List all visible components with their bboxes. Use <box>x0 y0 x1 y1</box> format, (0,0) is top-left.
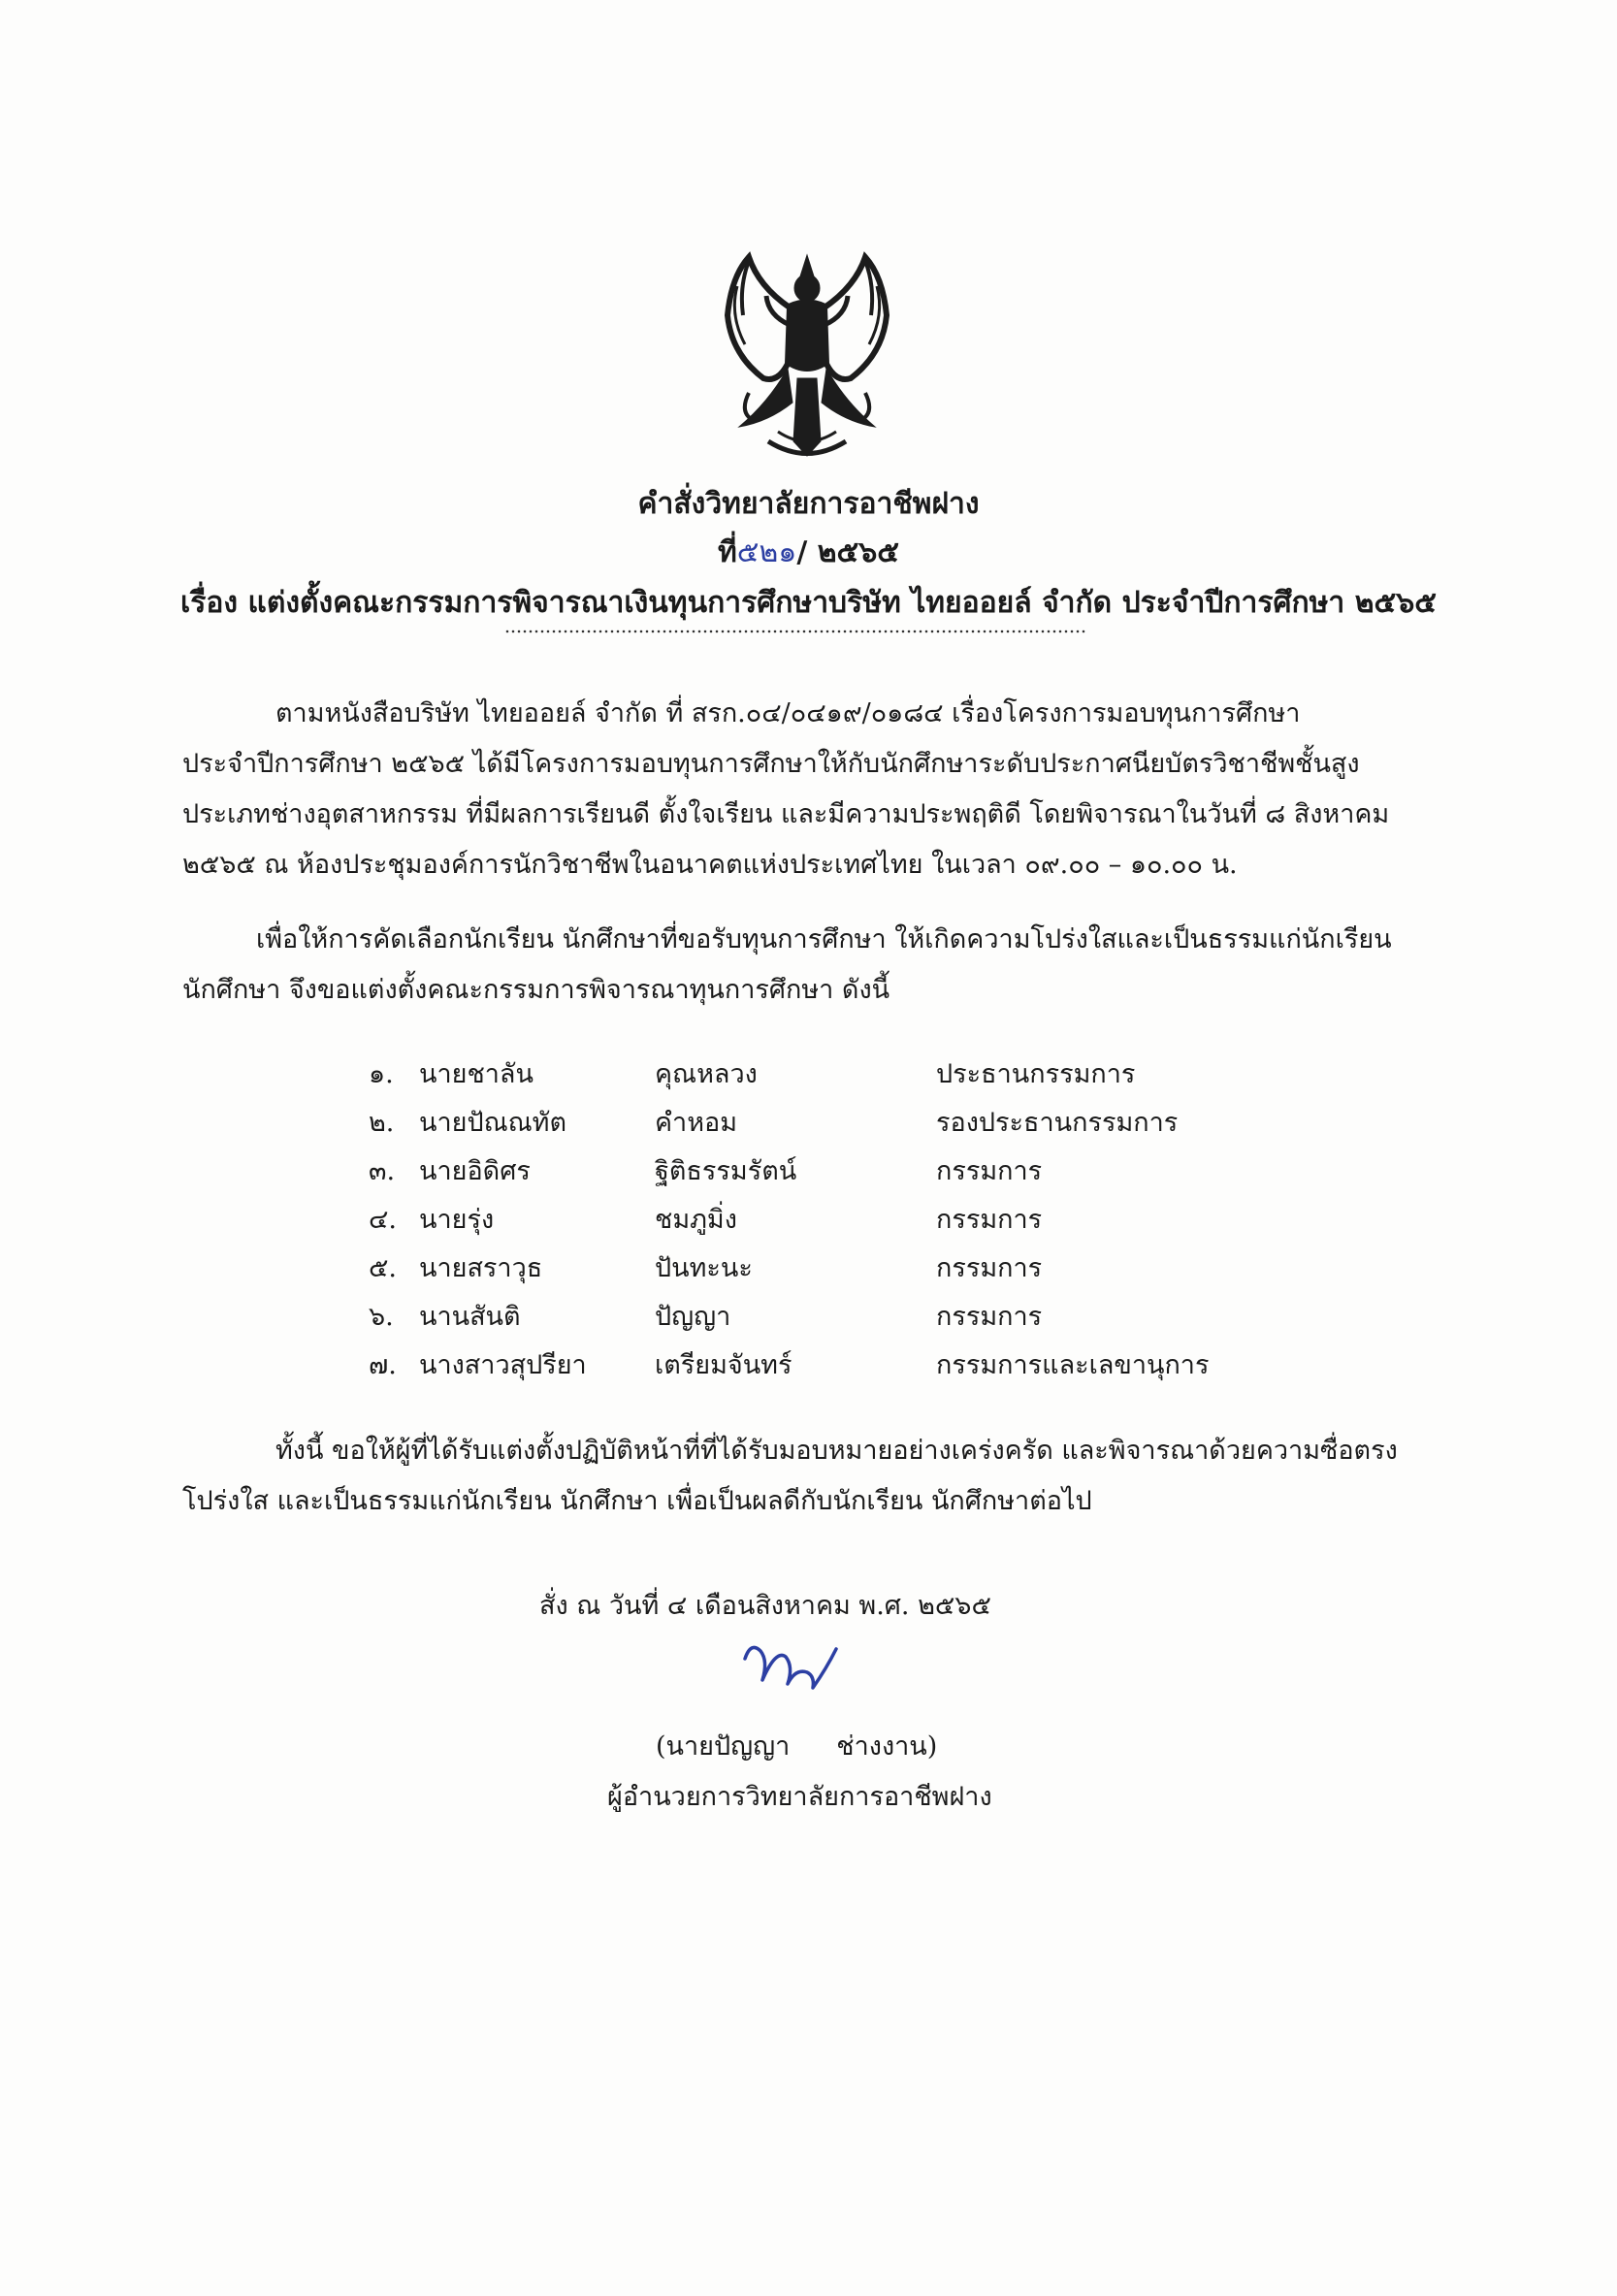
order-date: สั่ง ณ วันที่ ๔ เดือนสิงหาคม พ.ศ. ๒๕๖๕ <box>539 1591 991 1621</box>
member-number: ๓. <box>369 1156 396 1186</box>
order-subject: เรื่อง แต่งตั้งคณะกรรมการพิจารณาเงินทุนการศึกษาบริษัท ไทยออยล์ จำกัด ประจำปีการศึกษา ๒๕๖๕ <box>180 586 1437 620</box>
handwritten-signature-icon <box>737 1630 844 1698</box>
member-surname: ฐิติธรรมรัตน์ <box>655 1156 797 1186</box>
paragraph-line: นักศึกษา จึงขอแต่งตั้งคณะกรรมการพิจารณาทุนการศึกษา ดังนี้ <box>182 975 890 1005</box>
member-name: นายชาลัน <box>419 1059 534 1089</box>
garuda-emblem-icon <box>710 247 904 466</box>
member-surname: คำหอม <box>655 1108 738 1138</box>
member-number: ๕. <box>369 1253 398 1283</box>
signer-position: ผู้อำนวยการวิทยาลัยการอาชีพฝาง <box>607 1782 992 1812</box>
paragraph-reference <box>182 689 1407 890</box>
member-surname: ปันทะนะ <box>655 1253 753 1283</box>
member-role: ประธานกรรมการ <box>936 1059 1136 1089</box>
paragraph-instruction <box>182 1426 1407 1527</box>
member-number: ๗. <box>369 1350 397 1380</box>
member-name: นางสาวสุปรียา <box>419 1350 587 1380</box>
signer-name <box>656 1725 937 1766</box>
paragraph-line: โปร่งใส และเป็นธรรมแก่นักเรียน นักศึกษา เพื่อเป็นผลดีกับนักเรียน นักศึกษาต่อไป <box>182 1486 1092 1516</box>
member-name: นายปัณณทัต <box>419 1108 567 1138</box>
order-number-prefix: ที่ <box>718 535 737 569</box>
member-role: กรรมการ <box>936 1156 1043 1186</box>
signer-last-name: ช่างงาน) <box>836 1731 938 1762</box>
order-number-suffix: / ๒๕๖๕ <box>796 535 899 569</box>
member-name: นานสันติ <box>419 1302 521 1332</box>
member-name: นายสราวุธ <box>419 1253 543 1283</box>
member-number: ๔. <box>369 1205 398 1235</box>
paragraph-line: เพื่อให้การคัดเลือกนักเรียน นักศึกษาที่ขอรับทุนการศึกษา ให้เกิดความโปร่งใสและเป็นธรรมแก่นักเรียน <box>256 924 1392 954</box>
member-role: กรรมการ <box>936 1253 1043 1283</box>
member-role: กรรมการ <box>936 1302 1043 1332</box>
member-number: ๖. <box>369 1302 394 1332</box>
member-number: ๑. <box>369 1059 394 1089</box>
order-title: คำสั่งวิทยาลัยการอาชีพฝาง <box>637 487 980 521</box>
paragraph-line: ทั้งนี้ ขอให้ผู้ที่ได้รับแต่งตั้งปฏิบัติหน้าที่ที่ได้รับมอบหมายอย่างเคร่งครัด และพิจารณาด้วยความซื่อตรง <box>275 1436 1398 1466</box>
member-role: รองประธานกรรมการ <box>936 1108 1179 1138</box>
member-surname: คุณหลวง <box>655 1059 758 1089</box>
paragraph-purpose <box>182 915 1407 1016</box>
paragraph-line: ประเภทช่างอุตสาหกรรม ที่มีผลการเรียนดี ตั้งใจเรียน และมีความประพฤติดี โดยพิจารณาในวันที่ ๘ สิงหาคม <box>182 799 1390 829</box>
member-surname: ปัญญา <box>655 1302 731 1332</box>
member-name: นายรุ่ง <box>419 1205 495 1235</box>
paragraph-line: ๒๕๖๕ ณ ห้องประชุมองค์การนักวิชาชีพในอนาคตแห่งประเทศไทย ในเวลา ๐๙.๐๐ – ๑๐.๐๐ น. <box>182 850 1238 880</box>
order-number-handwritten: ๕๒๑ <box>736 535 797 569</box>
member-name: นายอิดิศร <box>419 1156 531 1186</box>
dotted-divider <box>504 629 1086 634</box>
paragraph-line: ประจำปีการศึกษา ๒๕๖๕ ได้มีโครงการมอบทุนการศึกษาให้กับนักศึกษาระดับประกาศนียบัตรวิชาชีพชั้นสูง <box>182 749 1360 779</box>
order-number <box>0 530 1617 575</box>
member-role: กรรมการ <box>936 1205 1043 1235</box>
member-number: ๒. <box>369 1108 395 1138</box>
member-surname: ชมภูมิ่ง <box>655 1205 737 1235</box>
paragraph-line: ตามหนังสือบริษัท ไทยออยล์ จำกัด ที่ สรก.๐๔/๐๔๑๙/๐๑๘๔ เรื่องโครงการมอบทุนการศึกษา <box>275 698 1301 728</box>
signer-first-name: (นายปัญญา <box>656 1731 791 1762</box>
member-surname: เตรียมจันทร์ <box>655 1350 792 1380</box>
member-role: กรรมการและเลขานุการ <box>936 1350 1210 1380</box>
